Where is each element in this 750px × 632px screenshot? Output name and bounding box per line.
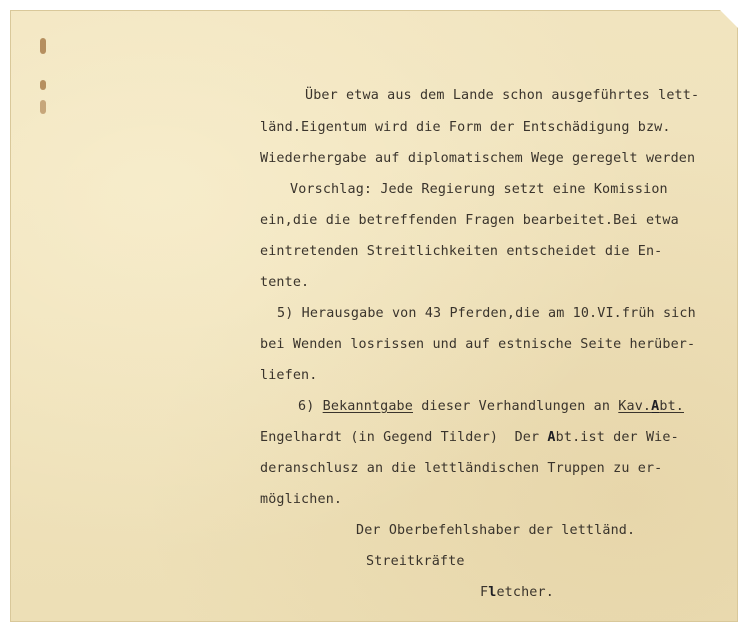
text-line: eintretenden Streitlichkeiten entscheidet die En- [260, 244, 663, 259]
text-run: Engelhardt (in Gegend Tilder) Der [260, 430, 548, 445]
paper-tear [40, 100, 46, 114]
text-line: tente. [260, 275, 310, 290]
handwritten-correction: l [488, 585, 497, 600]
text-line: deranschlusz an die lettländischen Truppen zu er- [260, 461, 663, 476]
paper-tear [40, 38, 46, 54]
text-line: liefen. [260, 368, 318, 383]
text-line: Über etwa aus dem Lande schon ausgeführtes lett- [305, 88, 700, 103]
torn-corner [720, 10, 738, 28]
handwritten-correction: A [651, 399, 660, 414]
text-line: Wiederhergabe auf diplomatischem Wege geregelt werden [260, 151, 696, 166]
text-line: Vorschlag: Jede Regierung setzt eine Komission [290, 182, 668, 197]
text-run: dieser Verhandlungen an [412, 399, 619, 414]
signature-title: Der Oberbefehlshaber der lettländ. [356, 523, 636, 538]
text-line [260, 430, 679, 446]
underlined-abbreviation: Kav. [618, 399, 652, 414]
signature-name [480, 585, 554, 601]
underlined-word: Bekanntgabe [322, 399, 413, 414]
paper-tear [40, 80, 46, 90]
text-run: etcher. [496, 585, 554, 600]
text-line: ein,die die betreffenden Fragen bearbeitet.Bei etwa [260, 213, 679, 228]
handwritten-correction: A [547, 430, 556, 445]
signature-title: Streitkräfte [366, 554, 465, 569]
text-line: möglichen. [260, 492, 343, 507]
text-line: 5) Herausgabe von 43 Pferden,die am 10.VI.früh sich [277, 306, 696, 321]
text-line [298, 399, 684, 415]
text-line: länd.Eigentum wird die Form der Entschädigung bzw. [260, 120, 671, 135]
text-run: F [480, 585, 489, 600]
text-line: bei Wenden losrissen und auf estnische Seite herüber- [260, 337, 696, 352]
underlined-abbreviation: bt. [659, 399, 684, 414]
item-number: 6) [298, 399, 323, 414]
text-run: bt.ist der Wie- [555, 430, 679, 445]
